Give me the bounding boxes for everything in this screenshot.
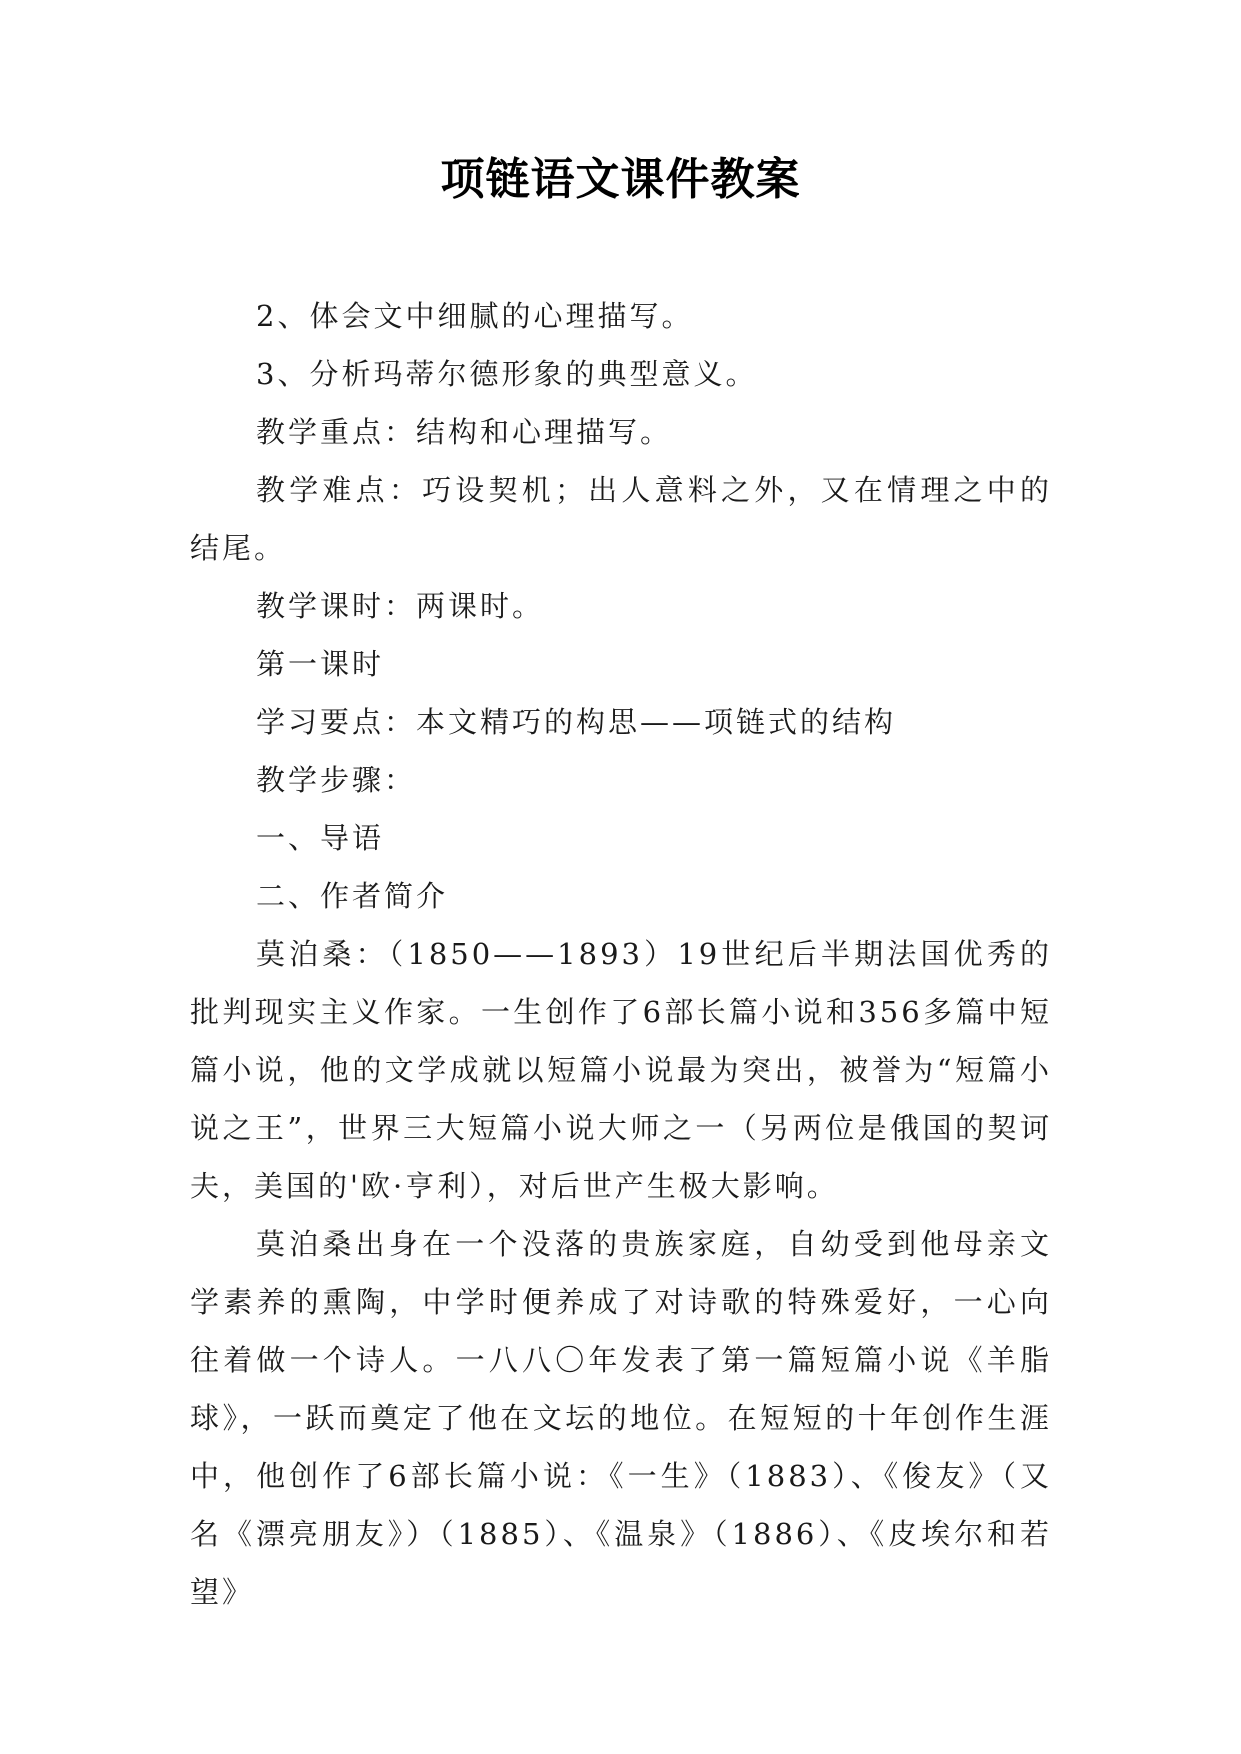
paragraph-first-lesson: 第一课时 <box>256 647 385 681</box>
paragraph-item-2: 2、体会文中细腻的心理描写。 <box>256 299 694 333</box>
paragraph-teaching-steps: 教学步骤： <box>256 763 417 797</box>
document-title: 项链语文课件教案 <box>440 154 801 205</box>
paragraph-step-author: 二、作者简介 <box>256 879 449 913</box>
paragraph-author-background: 莫泊桑出身在一个没落的贵族家庭，自幼受到他母亲文学素养的熏陶，中学时便养成了对诗歌的特殊爱好，一心向往着做一个诗人。一八八〇年发表了第一篇短篇小说《羊脂球》，一跃而奠定了他在文坛的地位。在短短的十年创作生涯中，他创作了6部长篇小说：《一生》（1883）、《俊友》（又名《漂亮朋友》）（1885）、《温泉》（1886）、《皮埃尔和若望》 <box>190 1227 1052 1609</box>
paragraph-teaching-focus: 教学重点：结构和心理描写。 <box>256 415 673 449</box>
paragraph-class-hours: 教学课时：两课时。 <box>256 589 545 623</box>
paragraph-key-points: 学习要点：本文精巧的构思——项链式的结构 <box>256 705 897 739</box>
paragraph-step-introduction: 一、导语 <box>256 821 385 855</box>
paragraph-author-bio: 莫泊桑：（1850——1893）19世纪后半期法国优秀的批判现实主义作家。一生创作了6部长篇小说和356多篇中短篇小说，他的文学成就以短篇小说最为突出，被誉为“短篇小说之王”，世界三大短篇小说大师之一（另两位是俄国的契诃夫，美国的'欧·亨利），对后世产生极大影响。 <box>190 937 1052 1203</box>
paragraph-item-3: 3、分析玛蒂尔德形象的典型意义。 <box>256 357 758 391</box>
document-body <box>190 287 1052 1621</box>
paragraph-teaching-difficulty: 教学难点：巧设契机；出人意料之外，又在情理之中的结尾。 <box>190 473 1052 565</box>
